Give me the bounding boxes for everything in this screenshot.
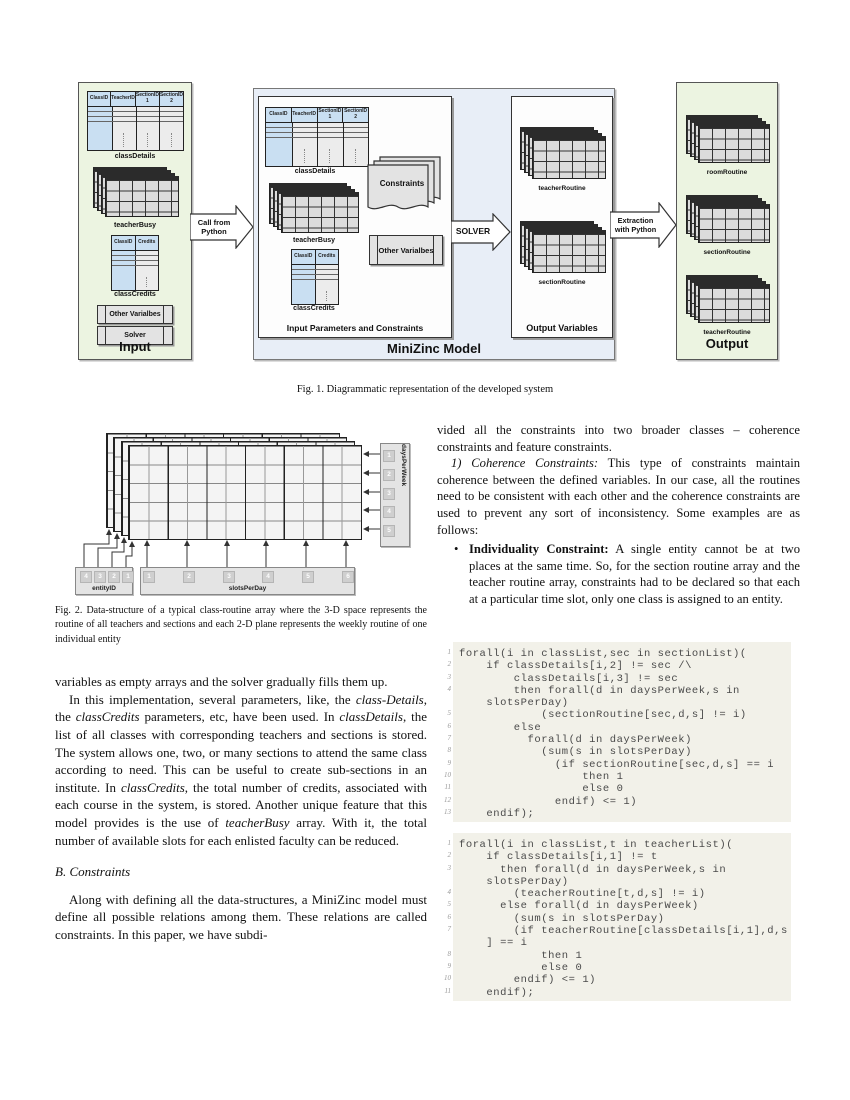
code-text: (if sectionRoutine[sec,d,s] == i (459, 758, 775, 771)
slots-per-day-box (140, 567, 355, 595)
line-number: 11 (444, 986, 451, 995)
code-row (447, 837, 791, 851)
figure-1-caption: Fig. 1. Diagrammatic representation of the developed system (296, 384, 554, 395)
extraction-arrow: Extraction with Python (610, 202, 677, 248)
code-area (437, 0, 800, 1100)
line-number: 8 (447, 949, 451, 958)
text-run: classDetails (339, 709, 403, 725)
code-row (447, 683, 791, 697)
code-text: then forall(d in daysPerWeek,s in (459, 684, 740, 697)
table-header-cell: Credits (318, 253, 336, 260)
code-row (447, 923, 791, 938)
day-cell: 1 (383, 450, 395, 462)
code-text: else (459, 721, 542, 734)
slot-cell: 6 (342, 571, 354, 583)
table-header-cell: SectionID 1 (318, 108, 342, 120)
other-variables-box: Other Varialbes (369, 235, 443, 265)
solver-arrow: SOLVER (451, 213, 511, 251)
code-row (447, 757, 791, 771)
slot-cell: 3 (223, 571, 235, 583)
section-heading: B. Constraints (55, 864, 131, 880)
left-column (55, 604, 427, 944)
code-row (447, 886, 791, 901)
code-row (444, 781, 791, 796)
code-row (459, 874, 791, 886)
code-row (447, 671, 791, 685)
section-routine-label: sectionRoutine (538, 279, 586, 286)
bullet-marker: • (454, 542, 459, 557)
output-panel-title: Output (705, 336, 749, 351)
code-row (444, 794, 791, 808)
days-per-week-label: daysPerWeek (400, 444, 407, 487)
code-text: else 0 (459, 961, 583, 974)
text-run: , the list of all classes with corresponding teachers and sections is stored. The system allows one, two, or many sections to attend the same class according to need. This can be useful to create sub-sections in an institute. In (55, 709, 427, 795)
slot-cell: 5 (302, 571, 314, 583)
class-credits-table (291, 249, 339, 305)
table-header-row (292, 250, 338, 265)
table-header-row (112, 236, 158, 251)
text-run: Individuality Constraint: (469, 542, 609, 557)
fig1-input-panel (78, 82, 192, 360)
code-text: endif) <= 1) (459, 795, 638, 808)
code-text: (sectionRoutine[sec,d,s] != i) (459, 709, 747, 722)
teacher-busy-array (93, 167, 179, 217)
class-details-label: classDetails (294, 168, 336, 175)
class-credits-table (111, 235, 159, 291)
code-listing-1 (444, 642, 791, 822)
code-row (459, 935, 791, 950)
code-row (444, 769, 791, 783)
code-listing-2 (444, 833, 791, 1001)
input-parameters-box (258, 96, 452, 338)
text-run: A single entity cannot be at two places at the same time. So, for the section routine array and the teacher routine array, constraints had to be declared so that each at a particular time slot, only one class is assigned to an entity. (469, 542, 800, 606)
text-run: classCredits (120, 779, 185, 795)
line-number: 8 (447, 746, 451, 755)
text-run: , the (55, 691, 427, 725)
code-row (447, 849, 791, 864)
code-text: forall(i in classList,sec in sectionList)( (459, 648, 747, 660)
code-row (444, 806, 791, 820)
code-text: endif); (459, 807, 535, 820)
entity-cell: 2 (108, 571, 120, 583)
line-number: 4 (447, 684, 451, 693)
table-header-cell: TeacherID (292, 108, 318, 122)
text-run: 1) Coherence Constraints: (451, 456, 599, 471)
entity-cell: 1 (122, 571, 134, 583)
text-run: This type of constraints maintain coherence between the defined variables. In our case, all the routines need to be consistent with each other and the coherence constraints are used to prevent any sort of inconsistency. Some examples are as follows: (437, 456, 800, 537)
code-text: if classDetails[i,2] != sec /\ (459, 660, 692, 673)
table-header-cell: ClassID (266, 108, 292, 122)
class-details-table (265, 107, 369, 167)
line-number: 6 (447, 721, 451, 730)
line-number: 5 (447, 709, 451, 718)
line-number: 6 (447, 912, 451, 921)
code-text: else 0 (459, 783, 624, 796)
text-run: In this implementation, several parameters, like, the (69, 691, 356, 707)
code-text: then 1 (459, 949, 583, 962)
code-text: endif); (459, 986, 535, 999)
code-text: slotsPerDay) (459, 875, 569, 888)
code-row (447, 898, 791, 913)
text-run: teacherBusy (225, 814, 290, 830)
text-run: , the total number of credits, associated with each course in the system, is stored. Another unique feature that this model provides is the use of (55, 779, 427, 830)
code-text: then 1 (459, 770, 624, 783)
day-cell: 5 (383, 525, 395, 537)
figure-2-caption: Fig. 2. Data-structure of a typical class-routine array where the 3-D space represents the routine of all teachers and sections and each 2-D plane represents the weekly routine of one individual entity (55, 605, 427, 645)
code-text: forall(i in classList,t in teacherList)( (459, 839, 734, 851)
code-text: forall(d in daysPerWeek) (459, 734, 692, 747)
slots-per-day-label: slotsPerDay (228, 585, 267, 592)
code-text: classDetails[i,3] != sec (459, 672, 679, 685)
code-row (444, 972, 791, 987)
code-text: endif) <= 1) (459, 974, 597, 987)
code-row (447, 862, 791, 876)
code-text: slotsPerDay) (459, 697, 569, 710)
table-header-row (266, 108, 368, 123)
class-credits-label: classCredits (293, 305, 335, 312)
constraints-label: Constraints (379, 178, 425, 188)
code-text: (sum(s in slotsPerDay) (459, 746, 692, 759)
teacher-busy-label: teacherBusy (292, 237, 336, 244)
figure-2-diagram (60, 425, 420, 603)
table-header-cell: SectionID 1 (135, 92, 159, 104)
room-routine-label: roomRoutine (706, 169, 748, 176)
day-cell: 2 (383, 469, 395, 481)
entity-id-label: entityID (92, 585, 116, 592)
slot-cell: 4 (262, 571, 274, 583)
code-text: (sum(s in slotsPerDay) (459, 912, 665, 925)
code-row (447, 732, 791, 747)
paragraph: variables as empty arrays and the solver gradually fills them up. (55, 674, 388, 690)
line-number: 1 (447, 648, 451, 656)
input-box-title: Input Parameters and Constraints (286, 323, 424, 333)
day-cell: 4 (383, 506, 395, 518)
table-header-cell: TeacherID (111, 92, 136, 106)
solver-box: Solver (97, 326, 173, 345)
table-header-cell: ClassID (112, 236, 136, 250)
line-number: 4 (447, 888, 451, 897)
code-row (447, 911, 791, 925)
table-header-row (88, 92, 183, 107)
code-text: then forall(d in daysPerWeek,s in (459, 863, 727, 876)
line-number: 3 (447, 672, 451, 681)
line-number: 9 (447, 758, 451, 767)
entity-cell: 3 (94, 571, 106, 583)
line-number: 7 (447, 925, 451, 934)
table-header-cell: SectionID 2 (344, 108, 368, 120)
paragraph (55, 691, 427, 849)
paragraph: Along with defining all the data-structures, a MiniZinc model must define all possible relations among them. These relations are called constraints. In this paper, we have subdi- (55, 891, 427, 942)
code-text: else forall(d in daysPerWeek) (459, 900, 699, 913)
other-variables-box: Other Varialbes (97, 305, 173, 324)
line-number: 1 (447, 839, 451, 847)
line-number: 2 (447, 851, 451, 860)
code-row (447, 960, 791, 974)
table-header-cell: ClassID (292, 250, 316, 264)
teacher-busy-label: teacherBusy (113, 222, 157, 229)
teacher-routine-label: teacherRoutine (703, 329, 751, 336)
code-text: ] == i (459, 937, 528, 950)
code-row (447, 707, 791, 722)
table-header-cell: SectionID 2 (159, 92, 183, 104)
line-number: 9 (447, 961, 451, 970)
paragraph: vided all the constraints into two broader classes – coherence constraints and feature constraints. (437, 423, 800, 454)
line-number: 10 (444, 770, 451, 779)
line-number: 5 (447, 900, 451, 909)
class-details-label: classDetails (114, 153, 156, 160)
code-row (447, 658, 791, 673)
code-text: (if teacherRoutine[classDetails[i,1],d,s (459, 925, 788, 938)
entity-id-box (75, 567, 133, 595)
teacher-routine-label: teacherRoutine (538, 185, 586, 192)
code-row (447, 720, 791, 734)
code-row (447, 646, 791, 660)
text-run: array. With it, the total number of available slots for each enlisted faculty can be reduced. (55, 814, 427, 848)
slot-cell: 2 (183, 571, 195, 583)
day-cell: 3 (383, 488, 395, 500)
output-box-title: Output Variables (526, 323, 598, 333)
text-run: classCredits (75, 709, 140, 725)
section-routine-label: sectionRoutine (703, 249, 751, 256)
input-panel-title: Input (119, 339, 151, 354)
code-row (447, 948, 791, 962)
text-run: parameters, etc, have been used. In (139, 709, 340, 725)
class-details-table (87, 91, 184, 151)
model-panel-title: MiniZinc Model (387, 341, 481, 356)
teacher-busy-array (269, 183, 359, 233)
line-number: 3 (447, 863, 451, 872)
code-row (459, 695, 791, 710)
code-text: (teacherRoutine[t,d,s] != i) (459, 888, 706, 901)
entity-cell: 4 (80, 571, 92, 583)
line-number: 11 (444, 783, 451, 792)
days-per-week-box (380, 443, 410, 547)
code-row (447, 744, 791, 759)
line-number: 7 (447, 734, 451, 743)
line-number: 13 (444, 807, 451, 816)
constraints-document (367, 155, 445, 217)
table-header-cell: ClassID (88, 92, 111, 106)
text-run: class-Details (355, 691, 424, 707)
call-from-python-arrow: Call from Python (190, 205, 254, 249)
line-number: 2 (447, 660, 451, 669)
code-row (444, 985, 791, 999)
code-text: if classDetails[i,1] != t (459, 851, 658, 864)
line-number: 10 (444, 974, 451, 983)
line-number: 12 (444, 795, 451, 804)
table-header-cell: Credits (138, 239, 156, 246)
slot-cell: 1 (143, 571, 155, 583)
class-credits-label: classCredits (114, 291, 156, 298)
